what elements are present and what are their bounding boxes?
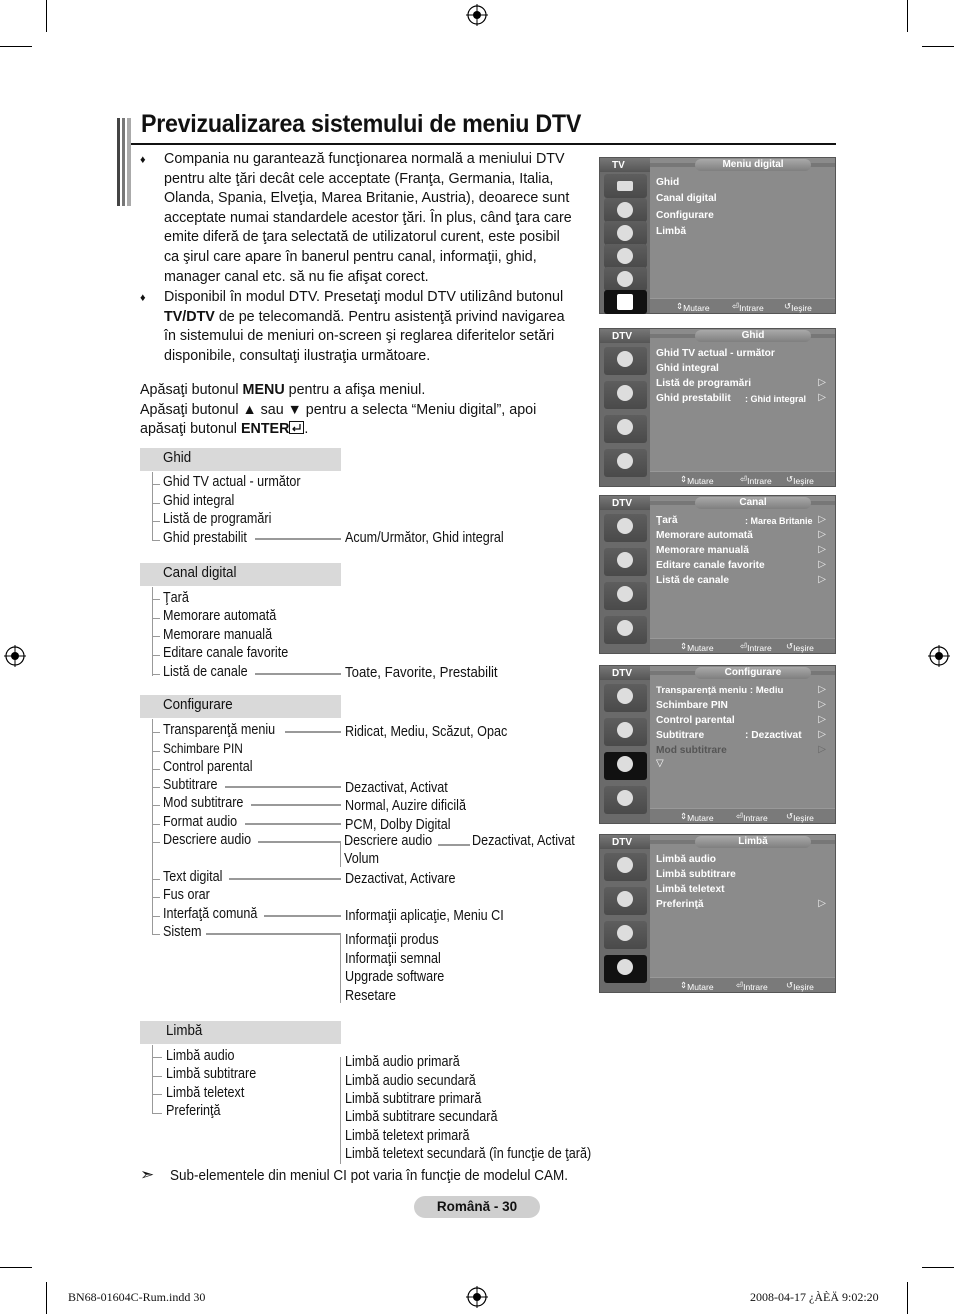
note-text: Sub-elementele din meniul CI pot varia în funcţie de modelul CAM.	[170, 1168, 569, 1184]
tree-option: Limbă audio secundară	[345, 1073, 476, 1089]
text: Olanda, Spania, Elveţia, Marea Britanie, Austria), deoarece sunt	[164, 190, 570, 207]
sound-icon	[604, 198, 647, 222]
menu-sidebar	[600, 172, 650, 313]
tree-header-ghid	[140, 448, 341, 471]
language-icon	[604, 616, 647, 644]
footer-timestamp: 2008-04-17 ¿ÀÈÄ 9:02:20	[750, 1290, 879, 1304]
tv-screen-configurare	[599, 665, 836, 824]
screen-footer	[650, 638, 835, 653]
crop-mark	[922, 46, 954, 47]
footer-move: ⇕ Mutare	[680, 980, 714, 992]
crop-mark	[46, 1282, 47, 1314]
tv-screen-limba	[599, 834, 836, 993]
crop-mark	[907, 0, 908, 32]
source-label: DTV	[612, 837, 632, 848]
tree-line	[152, 1045, 153, 1114]
bold-text: ENTER	[240, 421, 290, 438]
bullet-icon: ♦	[140, 154, 146, 166]
tree-connector	[206, 933, 341, 935]
tree-line	[152, 769, 160, 770]
channel-icon	[604, 514, 647, 542]
tree-item: Preferinţă	[166, 1103, 221, 1119]
bullet-icon: ♦	[140, 292, 146, 304]
tree-item: Interfaţă comună	[163, 906, 258, 922]
menu-sidebar	[600, 680, 650, 823]
enter-icon	[289, 421, 304, 434]
bullet-paragraph-1	[164, 150, 594, 287]
channel-icon	[604, 221, 647, 245]
tree-line	[340, 933, 341, 1003]
tree-option: Dezactivat, Activat	[345, 780, 448, 796]
tree-line	[152, 1113, 162, 1114]
tree-item: Control parental	[163, 759, 253, 775]
menu-title: Canal	[695, 497, 811, 509]
crop-mark	[0, 46, 32, 47]
tree-line	[152, 540, 160, 541]
tree-option: Limbă teletext secundară (în funcţie de ţară)	[345, 1146, 592, 1162]
footer-label: Ieşire	[793, 643, 814, 653]
menu-line: Limbă audio	[656, 854, 716, 865]
tree-line	[152, 787, 160, 788]
footer-exit: ↺ Ieşire	[786, 980, 814, 992]
footer-label: Ieşire	[793, 476, 814, 486]
menu-line: Canal digital	[656, 193, 717, 204]
menu-line: Schimbare PIN	[656, 700, 728, 711]
menu-title: Ghid	[695, 330, 811, 342]
tree-option: Upgrade software	[345, 969, 445, 985]
footer-move: ⇕ Mutare	[680, 474, 714, 486]
tv-screen-ghid	[599, 328, 836, 487]
menu-line: Ţară	[656, 515, 678, 526]
footer-label: Mutare	[687, 476, 714, 486]
screen-footer	[650, 977, 835, 992]
submenu-arrow-icon: ▷	[818, 529, 826, 540]
source-tab	[600, 835, 650, 849]
footer-enter: ⏎ Intrare	[736, 811, 768, 823]
menu-line: Limbă subtitrare	[656, 869, 736, 880]
text: pentru alte ţări decât cele acceptate (Franţa, Germania, Italia,	[164, 170, 554, 187]
tree-connector	[258, 841, 341, 843]
menu-line: Ghid integral	[656, 363, 719, 374]
submenu-arrow-icon: ▷	[818, 684, 826, 695]
menu-line: Preferinţă	[656, 899, 704, 910]
menu-line: Subtitrare	[656, 730, 705, 741]
tree-option: Ridicat, Mediu, Scăzut, Opac	[345, 724, 508, 740]
bold-text: MENU	[242, 382, 285, 398]
setup-gear-icon	[604, 582, 647, 610]
footer-enter: ⏎ Intrare	[732, 301, 764, 313]
tree-line	[152, 472, 153, 541]
tree-item: Ghid prestabilit	[163, 530, 247, 546]
tv-screen-canal	[599, 495, 836, 654]
registration-mark-icon	[466, 1286, 488, 1308]
footer-enter: ⏎ Intrare	[736, 980, 768, 992]
menu-line: Memorare manuală	[656, 545, 749, 556]
page-title: Previzualizarea sistemului de meniu DTV	[141, 110, 582, 138]
tree-line	[152, 805, 160, 806]
tree-option: Volum	[344, 851, 379, 867]
menu-line: Configurare	[656, 210, 714, 221]
tree-item: Memorare manuală	[163, 627, 273, 643]
submenu-arrow-icon: ▷	[818, 714, 826, 725]
menu-line: Ghid	[656, 177, 680, 188]
tree-option: Limbă subtitrare secundară	[345, 1109, 498, 1125]
tree-item: Sistem	[163, 924, 202, 940]
text: disponibile, consultaţi ilustraţia următoare.	[164, 347, 431, 364]
tree-line	[152, 655, 160, 656]
tree-item: Editare canale favorite	[163, 645, 289, 661]
crop-mark	[922, 1267, 954, 1268]
source-tab	[600, 496, 650, 510]
text: ca şirul care apare în banerul pentru canal, informaţii, ghid,	[164, 248, 537, 265]
tree-line	[152, 1094, 162, 1095]
source-label: DTV	[612, 331, 632, 342]
submenu-arrow-icon: ▷	[818, 699, 826, 710]
footer-label: Mutare	[687, 813, 714, 823]
tree-option: Normal, Auzire dificilă	[345, 798, 466, 814]
submenu-arrow-icon: ▷	[818, 744, 826, 755]
tree-line	[152, 484, 160, 485]
source-label: DTV	[612, 498, 632, 509]
menu-line: Ghid TV actual - următor	[656, 348, 775, 359]
language-icon	[604, 786, 647, 814]
tree-item: Schimbare PIN	[163, 741, 243, 756]
menu-value: : Marea Britanie	[745, 516, 813, 526]
tree-item: Listă de canale	[163, 664, 248, 680]
tree-header-label: Canal digital	[163, 565, 237, 581]
submenu-arrow-icon: ▷	[818, 544, 826, 555]
picture-icon	[604, 174, 647, 198]
tree-option: Informaţii produs	[345, 932, 439, 948]
title-rule	[131, 143, 836, 145]
tree-item: Fus orar	[163, 887, 210, 903]
screen-footer	[650, 808, 835, 823]
text: .	[304, 421, 309, 438]
menu-title: Meniu digital	[695, 159, 811, 171]
menu-title: Configurare	[695, 667, 811, 679]
tree-connector	[255, 673, 341, 675]
tree-option: Limbă subtitrare primară	[345, 1091, 482, 1107]
channel-icon	[604, 684, 647, 712]
menu-line: Limbă	[656, 226, 687, 237]
tree-header-label: Limbă	[166, 1023, 203, 1039]
submenu-arrow-icon: ▷	[818, 729, 826, 740]
tree-header-canal	[140, 563, 341, 586]
tree-line	[152, 587, 153, 676]
tree-item: Limbă audio	[166, 1048, 235, 1064]
tree-option: PCM, Dolby Digital	[345, 817, 451, 833]
sound-icon	[604, 381, 647, 409]
menu-line: Mod subtitrare	[656, 745, 727, 756]
tree-line	[152, 879, 160, 880]
tree-header-label: Ghid	[163, 450, 192, 466]
menu-sidebar	[600, 849, 650, 992]
source-label: DTV	[612, 668, 632, 679]
footer-label: Intrare	[743, 982, 768, 992]
tree-line	[152, 897, 160, 898]
tree-line	[152, 732, 160, 733]
text: Compania nu garantează funcţionarea normală a meniului DTV	[164, 151, 565, 167]
text: Apăsaţi butonul ▲ sau ▼ pentru a selecta “Meniu digital”, apoi	[140, 401, 537, 418]
tree-line	[152, 1076, 162, 1077]
tree-connector	[229, 878, 341, 880]
footer-enter: ⏎ Intrare	[740, 641, 772, 653]
footer-exit: ↺ Ieşire	[786, 641, 814, 653]
setup-gear-icon	[604, 415, 647, 443]
tree-option: Descriere audio	[344, 833, 433, 849]
bullet-paragraph-2	[164, 288, 594, 366]
footer-label: Ieşire	[791, 303, 812, 313]
source-tab	[600, 329, 650, 343]
menu-line: Editare canale favorite	[656, 560, 765, 571]
tree-option: Limbă audio primară	[345, 1054, 460, 1070]
footer-label: Intrare	[739, 303, 764, 313]
tv-screen-meniu-digital	[599, 157, 836, 314]
tree-connector	[264, 915, 341, 917]
source-tab	[600, 158, 650, 172]
crop-mark	[0, 1267, 32, 1268]
submenu-arrow-icon: ▷	[818, 559, 826, 570]
footer-enter: ⏎ Intrare	[740, 474, 772, 486]
tree-option: Dezactivat, Activare	[345, 871, 456, 887]
footer-exit: ↺ Ieşire	[786, 474, 814, 486]
setup-gear-icon	[604, 752, 647, 780]
menu-line: Listă de canale	[656, 575, 730, 586]
tree-header-label: Configurare	[163, 697, 233, 713]
footer-file-info: BN68-01604C-Rum.indd 30	[68, 1290, 206, 1304]
tree-item: Mod subtitrare	[163, 795, 244, 811]
footer-label: Intrare	[747, 643, 772, 653]
tree-line	[152, 618, 160, 619]
bold-text: TV/DTV	[164, 308, 215, 325]
more-down-icon: ▽	[656, 758, 664, 769]
sound-icon	[604, 548, 647, 576]
submenu-arrow-icon: ▷	[818, 377, 826, 388]
tree-connector	[245, 823, 341, 825]
menu-value: : Ghid integral	[745, 394, 807, 404]
tree-connector	[285, 731, 341, 733]
text: în sistemului de meniuri on-screen şi reglarea diferitelor setări	[164, 328, 555, 345]
tree-item: Limbă teletext	[166, 1085, 245, 1101]
tree-item: Transparenţă meniu	[163, 722, 276, 738]
submenu-arrow-icon: ▷	[818, 392, 826, 403]
tree-line	[152, 751, 160, 752]
tree-item: Descriere audio	[163, 832, 252, 848]
tree-line	[152, 599, 160, 600]
tree-connector	[255, 538, 341, 540]
title-decor-bar	[117, 118, 131, 206]
text: Disponibil în modul DTV. Presetaţi modul DTV utilizând butonul	[164, 289, 564, 305]
language-icon	[604, 449, 647, 477]
setup-gear-icon	[604, 921, 647, 949]
setup-gear-icon	[604, 244, 647, 268]
footer-label: Mutare	[687, 643, 714, 653]
tree-line	[152, 636, 160, 637]
tree-connector	[225, 786, 341, 788]
text: de pe telecomandă. Pentru asistenţă privind navigarea	[214, 308, 565, 325]
tree-item: Limbă subtitrare	[166, 1066, 257, 1082]
tree-item: Subtitrare	[163, 777, 218, 793]
sound-icon	[604, 718, 647, 746]
tree-line	[152, 916, 160, 917]
channel-icon	[604, 347, 647, 375]
footer-exit: ↺ Ieşire	[786, 811, 814, 823]
language-icon	[604, 955, 647, 983]
menu-title: Limbă	[695, 836, 811, 848]
tree-option: Informaţii aplicaţie, Meniu CI	[345, 908, 504, 924]
footer-label: Intrare	[743, 813, 768, 823]
tree-option: Dezactivat, Activat	[472, 833, 575, 849]
menu-line: Control parental	[656, 715, 735, 726]
footer-exit: ↺ Ieşire	[784, 301, 812, 313]
tree-item: Text digital	[163, 869, 223, 885]
tree-line	[152, 934, 160, 935]
submenu-arrow-icon: ▷	[818, 514, 826, 525]
text: emite diferă de ţara selectată de utilizatorul curent, este posibil	[164, 229, 560, 246]
tree-option: Toate, Favorite, Prestabilit	[345, 664, 498, 681]
footer-label: Intrare	[747, 476, 772, 486]
footer-move: ⇕ Mutare	[680, 641, 714, 653]
tree-connector	[438, 844, 470, 846]
menu-line: Limbă teletext	[656, 884, 725, 895]
tree-line	[340, 1057, 341, 1164]
digital-menu-icon	[604, 290, 647, 314]
crop-mark	[907, 1282, 908, 1314]
tree-item: Ghid integral	[163, 493, 235, 509]
tree-header-limba	[140, 1021, 341, 1044]
menu-line: Ghid prestabilit	[656, 393, 731, 404]
text: Apăsaţi butonul	[140, 382, 243, 398]
input-icon	[604, 267, 647, 291]
menu-sidebar	[600, 510, 650, 653]
footer-move: ⇕ Mutare	[676, 301, 710, 313]
text: pentru a afişa meniul.	[284, 382, 426, 398]
sound-icon	[604, 887, 647, 915]
source-tab	[600, 666, 650, 680]
tree-connector	[251, 804, 341, 806]
tree-line	[152, 521, 160, 522]
submenu-arrow-icon: ▷	[818, 574, 826, 585]
tree-item: Memorare automată	[163, 608, 277, 624]
note-arrow-icon: ➣	[140, 1165, 155, 1184]
tree-line	[152, 503, 160, 504]
registration-mark-icon	[466, 4, 488, 26]
footer-label: Ieşire	[793, 813, 814, 823]
menu-value: : Dezactivat	[745, 730, 802, 741]
instructions	[140, 381, 590, 440]
footer-label: Mutare	[687, 982, 714, 992]
screen-footer	[650, 471, 835, 486]
text: apăsaţi butonul	[140, 421, 241, 438]
tree-option: Limbă teletext primară	[345, 1128, 470, 1144]
tree-option: Resetare	[345, 988, 397, 1004]
crop-mark	[46, 0, 47, 32]
menu-line: Listă de programări	[656, 378, 752, 389]
tree-line	[152, 1057, 162, 1058]
menu-line: Memorare automată	[656, 530, 753, 541]
text: acceptate numai standardele acestor ţări. În plus, când ţara care	[164, 209, 572, 226]
tree-line	[340, 841, 341, 867]
screen-footer	[650, 298, 835, 313]
tree-line	[152, 674, 160, 675]
source-label: TV	[612, 160, 625, 171]
tree-header-config	[140, 695, 341, 718]
channel-icon	[604, 853, 647, 881]
menu-line: Transparenţă meniu : Mediu	[656, 685, 784, 696]
tree-item: Ghid TV actual - următor	[163, 474, 301, 490]
registration-mark-icon	[928, 645, 950, 667]
tree-item: Format audio	[163, 814, 238, 830]
footer-move: ⇕ Mutare	[680, 811, 714, 823]
submenu-arrow-icon: ▷	[818, 898, 826, 909]
tree-line	[152, 842, 160, 843]
tree-line	[152, 824, 160, 825]
footer-label: Ieşire	[793, 982, 814, 992]
tree-item: Ţară	[163, 590, 189, 606]
tree-item: Listă de programări	[163, 511, 272, 527]
footer-label: Mutare	[683, 303, 710, 313]
registration-mark-icon	[4, 645, 26, 667]
text: manager canal etc. să nu fie afişat corect.	[164, 268, 429, 285]
page-number-badge: Română - 30	[414, 1196, 540, 1218]
tree-option: Acum/Următor, Ghid integral	[345, 530, 504, 546]
menu-sidebar	[600, 343, 650, 486]
tree-option: Informaţii semnal	[345, 951, 441, 967]
